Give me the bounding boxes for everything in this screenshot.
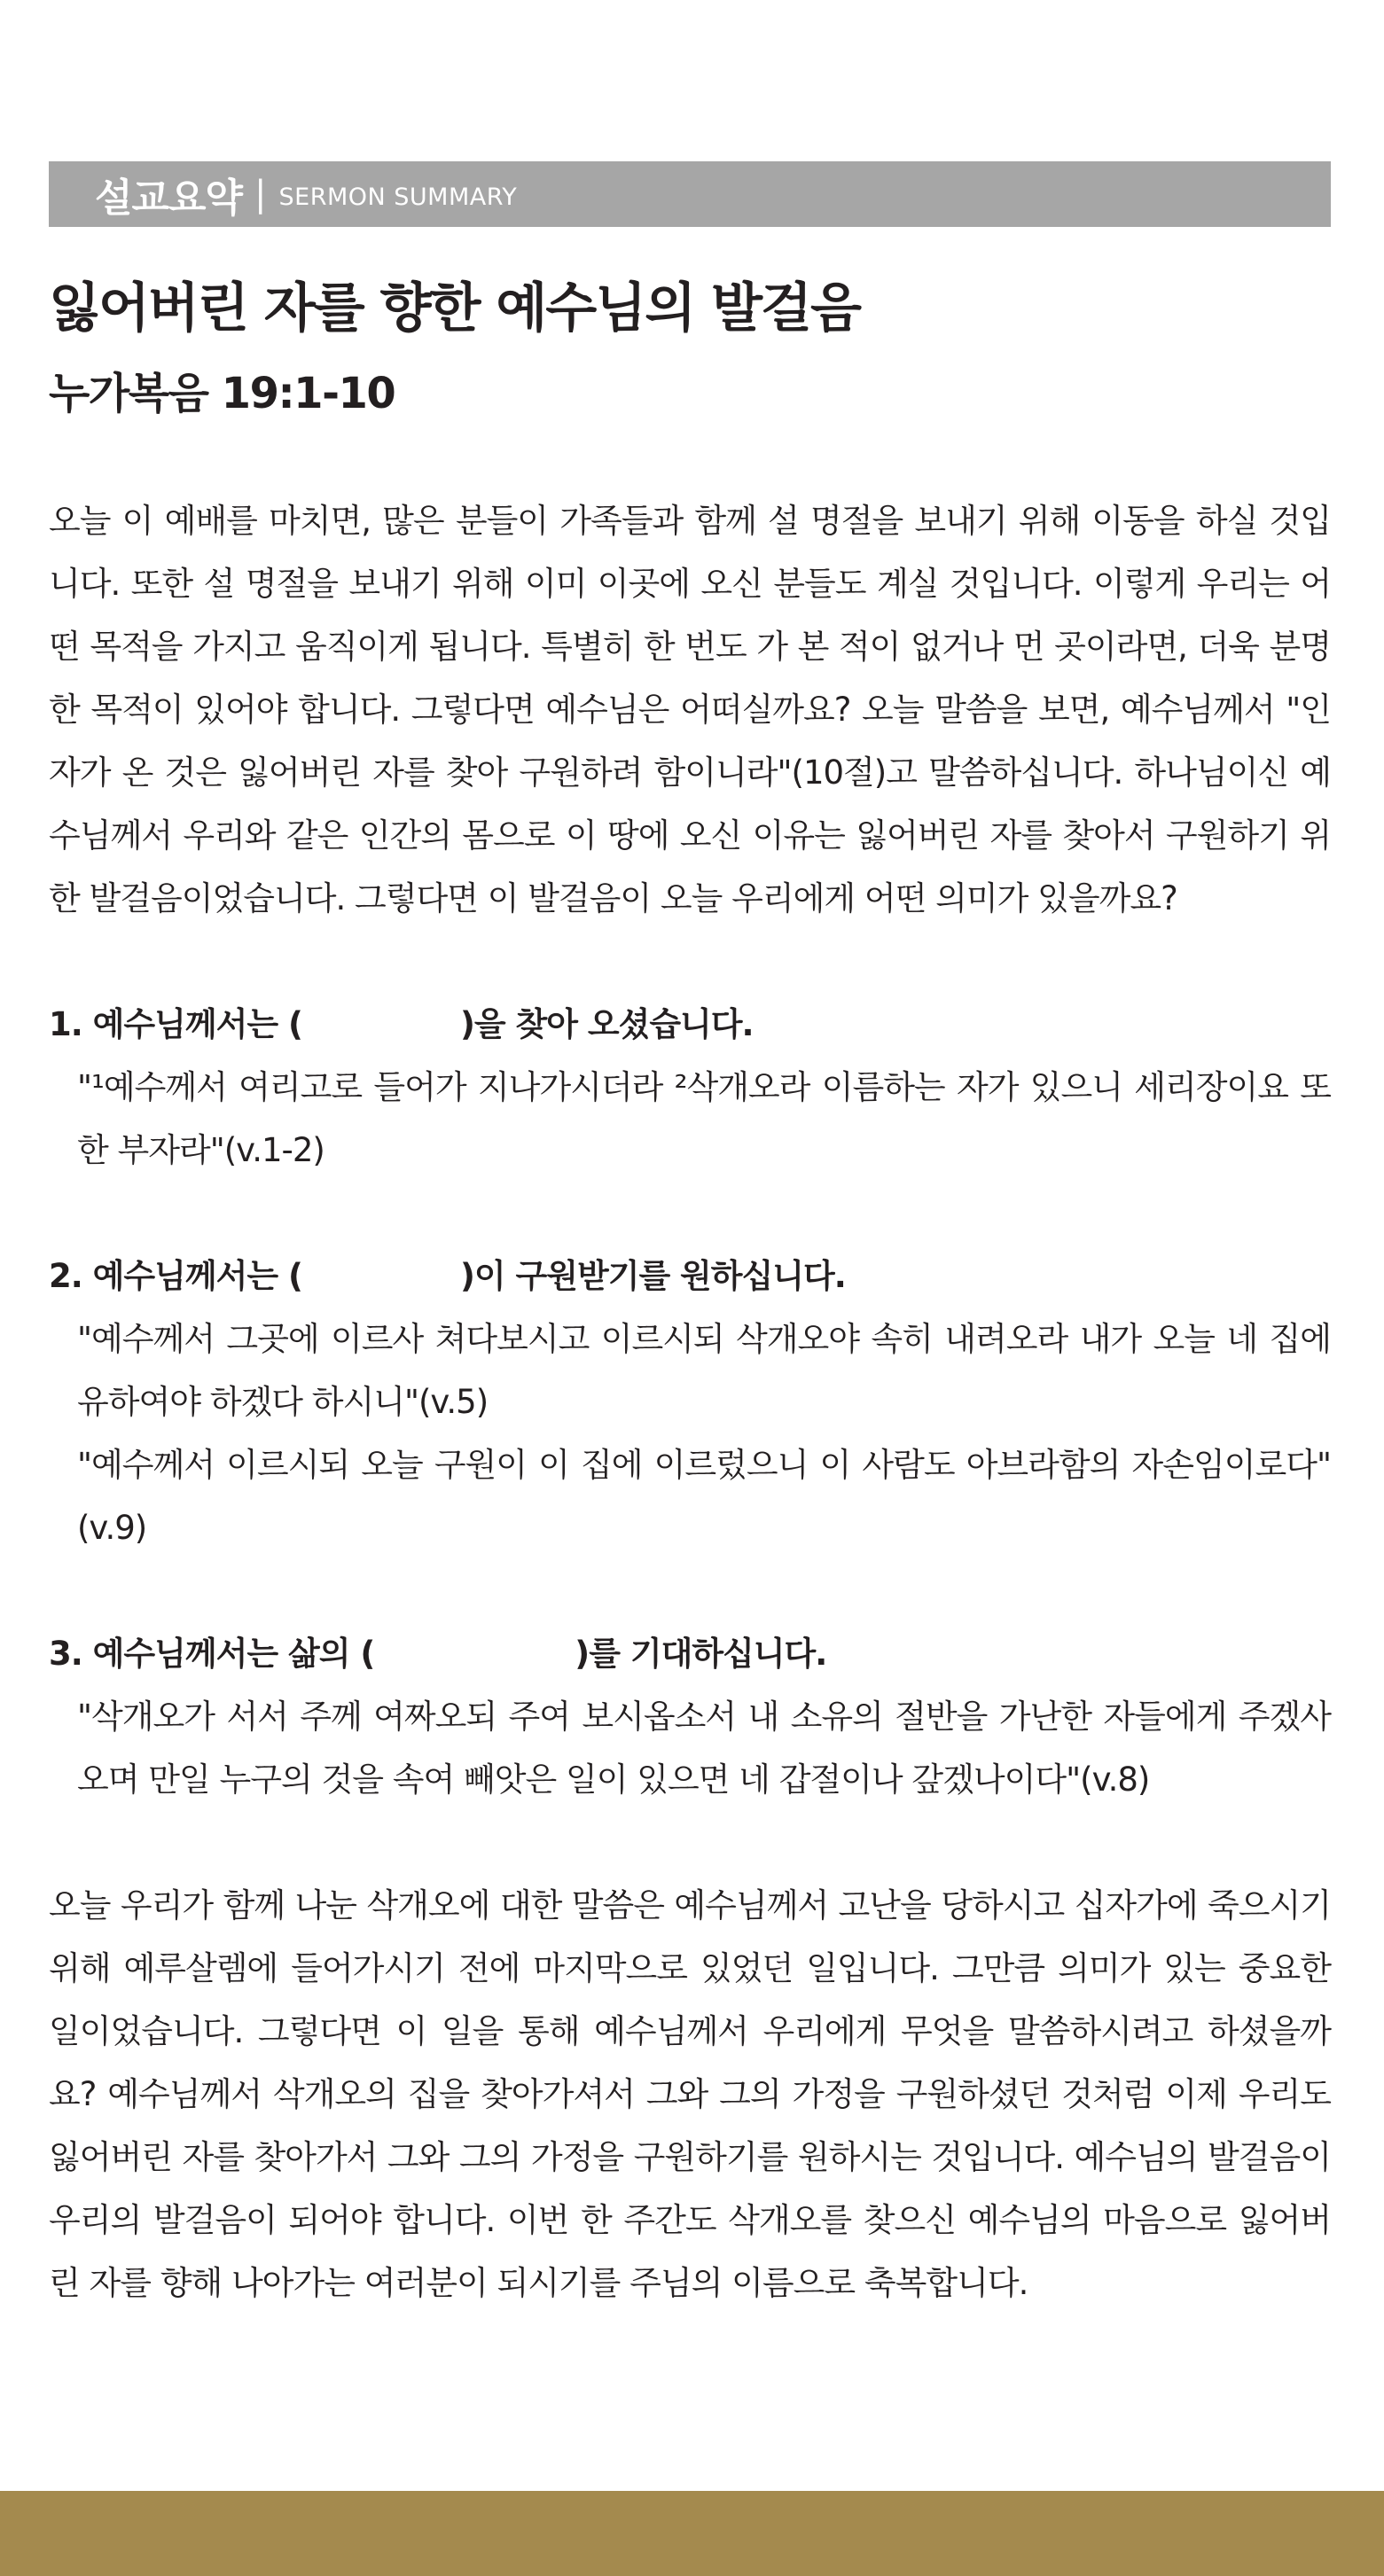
- header-korean-label: 설교요약: [95, 176, 243, 221]
- header-english-label: SERMON SUMMARY: [278, 183, 518, 211]
- footer-band: [0, 2491, 1384, 2576]
- scripture-quote: "예수께서 이르시되 오늘 구원이 이 집에 이르렀으니 이 사람도 아브라함의 자손임이로다"(v.9): [77, 1446, 1332, 1547]
- point-heading: [49, 1245, 1331, 1308]
- sermon-title: 잃어버린 자를 향한 예수님의 발걸음: [49, 277, 860, 340]
- point-heading: [49, 1622, 1331, 1685]
- point-heading-start: 2. 예수님께서는 (: [49, 1257, 302, 1295]
- point-heading-end: )를 기대하십니다.: [575, 1635, 827, 1673]
- header-separator: |: [254, 174, 267, 215]
- spacer: [49, 1559, 1331, 1622]
- point-3: [49, 1622, 1331, 1811]
- scripture-reference: 누가복음 19:1-10: [49, 369, 395, 418]
- conclusion-paragraph: 오늘 우리가 함께 나눈 삭개오에 대한 말씀은 예수님께서 고난을 당하시고 십자가에 죽으시기 위해 예루살렘에 들어가시기 전에 마지막으로 있었던 일입니다. 그만큼 의미가 있는 중요한 일이었습니다. 그렇다면 이 일을 통해 예수님께서 우리에게 무엇을 말씀하시려고 하셨을까요? 예수님께서 삭개오의 집을 찾아가셔서 그와 그의 가정을 구원하셨던 것처럼 이제 우리도 잃어버린 자를 찾아가서 그와 그의 가정을 구원하기를 원하시는 것입니다. 예수님의 발걸음이 우리의 발걸음이 되어야 합니다. 이번 한 주간도 삭개오를 찾으신 예수님의 마음으로 잃어버린 자를 향해 나아가는 여러분이 되시기를 주님의 이름으로 축복합니다.: [49, 1886, 1331, 2302]
- point-heading: [49, 993, 1331, 1056]
- sermon-summary-header: [49, 161, 1331, 227]
- spacer: [49, 1811, 1331, 1874]
- point-heading-end: )이 구원받기를 원하십니다.: [459, 1257, 846, 1295]
- scripture-quote: "예수께서 그곳에 이르사 쳐다보시고 이르시되 삭개오야 속히 내려오라 내가 오늘 네 집에 유하여야 하겠다 하시니"(v.5): [77, 1320, 1331, 1421]
- point-heading-end: )을 찾아 오셨습니다.: [459, 1005, 754, 1043]
- point-heading-start: 1. 예수님께서는 (: [49, 1005, 302, 1043]
- point-heading-start: 3. 예수님께서는 삶의 (: [49, 1635, 375, 1673]
- point-2: [49, 1245, 1331, 1559]
- sermon-body: [49, 489, 1331, 2314]
- point-1: [49, 993, 1331, 1182]
- intro-paragraph: 오늘 이 예배를 마치면, 많은 분들이 가족들과 함께 설 명절을 보내기 위해 이동을 하실 것입니다. 또한 설 명절을 보내기 위해 이미 이곳에 오신 분들도 계실 것입니다. 이렇게 우리는 어떤 목적을 가지고 움직이게 됩니다. 특별히 한 번도 가 본 적이 없거나 먼 곳이라면, 더욱 분명한 목적이 있어야 합니다. 그렇다면 예수님은 어떠실까요? 오늘 말씀을 보면, 예수님께서 "인자가 온 것은 잃어버린 자를 찾아 구원하려 함이니라"(10절)고 말씀하십니다. 하나님이신 예수님께서 우리와 같은 인간의 몸으로 이 땅에 오신 이유는 잃어버린 자를 찾아서 구원하기 위한 발걸음이었습니다. 그렇다면 이 발걸음이 오늘 우리에게 어떤 의미가 있을까요?: [49, 502, 1331, 917]
- scripture-quote: "¹예수께서 여리고로 들어가 지나가시더라 ²삭개오라 이름하는 자가 있으니 세리장이요 또한 부자라"(v.1-2): [77, 1068, 1331, 1169]
- spacer: [49, 1182, 1331, 1245]
- spacer: [49, 930, 1331, 993]
- scripture-quote: "삭개오가 서서 주께 여짜오되 주여 보시옵소서 내 소유의 절반을 가난한 자들에게 주겠사오며 만일 누구의 것을 속여 빼앗은 일이 있으면 네 갑절이나 갚겠나이다"(v.8): [77, 1698, 1331, 1799]
